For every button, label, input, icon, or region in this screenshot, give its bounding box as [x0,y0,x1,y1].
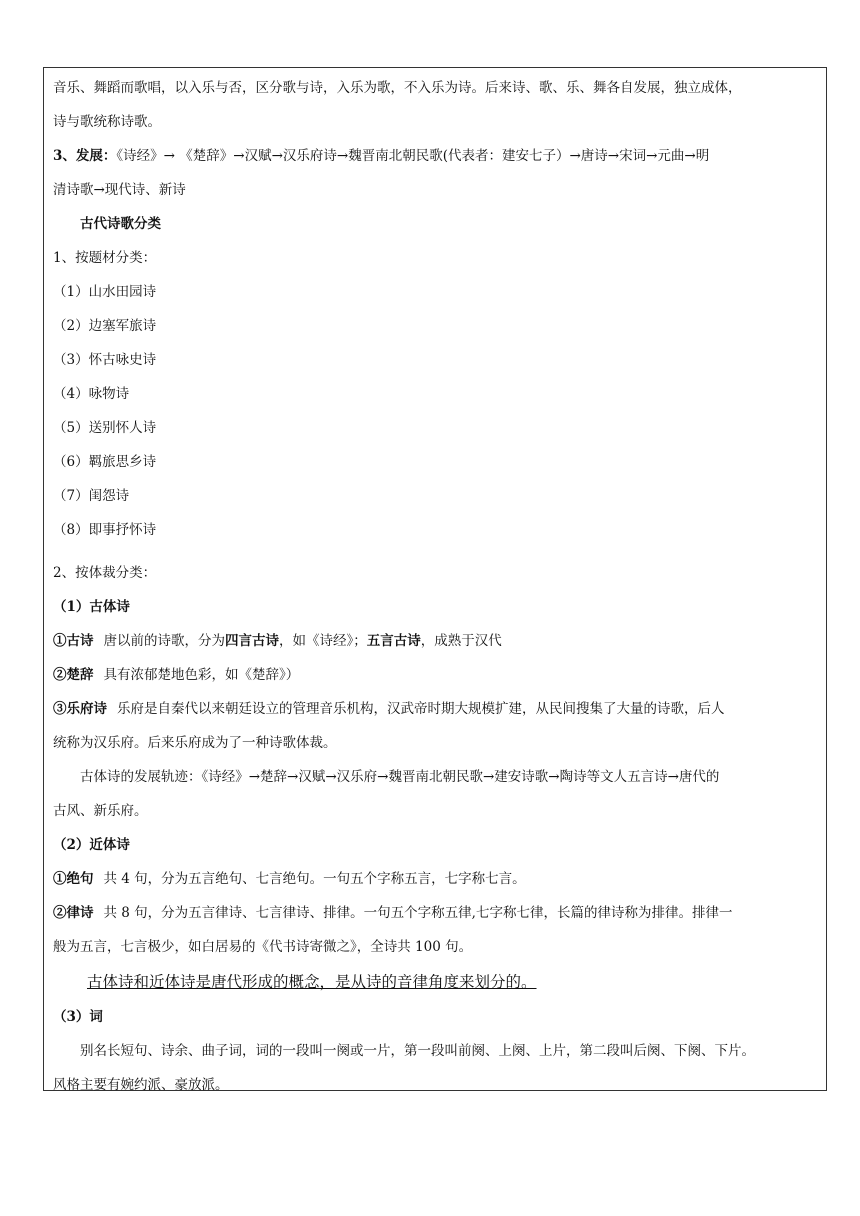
theme-item: （6）羁旅思乡诗 [53,454,157,470]
ancient-poetry-title: （1）古体诗 [53,599,130,615]
development-label: 3、发展： [53,148,117,164]
modern-poetry-title: （2）近体诗 [53,837,130,853]
key-note: 古体诗和近体诗是唐代形成的概念，是从诗的音律角度来划分的。 [87,973,537,991]
lvshi-text-1: 共 8 句，分为五言律诗、七言律诗、排律。一句五个字称五律,七字称七律，长篇的律诗称为排律。排律一 [103,905,733,921]
yuefu-line-2: 统称为汉乐府。后来乐府成为了一种诗歌体裁。 [53,735,337,751]
intro-line-1: 音乐、舞蹈而歌唱，以入乐与否，区分歌与诗，入乐为歌，不入乐为诗。后来诗、歌、乐、舞各自发展，独立成体， [53,80,742,96]
guishi-text-3: ，成熟于汉代 [420,633,502,649]
ci-line-2: 风格主要有婉约派、豪放派。 [53,1077,229,1093]
theme-item: （5）送别怀人诗 [53,420,157,436]
chuci-text: 具有浓郁楚地色彩，如《楚辞》） [103,667,300,683]
intro-line-2: 诗与歌统称诗歌。 [53,114,161,130]
guishi-text-1: 唐以前的诗歌，分为 [103,633,225,649]
lvshi-line-1 [53,896,821,930]
chuci-label: ②楚辞 [53,667,94,683]
yuefu-label: ③乐府诗 [53,701,107,717]
development-line-1 [53,139,821,173]
jueju-text: 共 4 句，分为五言绝句、七言绝句。一句五个字称五言，七字称七言。 [103,871,526,887]
theme-item: （2）边塞军旅诗 [53,318,157,334]
guishi-line [53,624,821,658]
theme-item: （1）山水田园诗 [53,284,157,300]
theme-item: （8）即事抒怀诗 [53,522,157,538]
jueju-line [53,862,821,896]
development-line-2: 清诗歌→现代诗、新诗 [53,182,186,198]
content-box [43,67,827,1091]
ci-title: （3）词 [53,1009,103,1025]
theme-item: （7）闺怨诗 [53,488,130,504]
document-body [53,71,821,1102]
yuefu-line-1 [53,692,821,726]
trajectory-line-1: 古体诗的发展轨迹：《诗经》→楚辞→汉赋→汉乐府→魏晋南北朝民歌→建安诗歌→陶诗等文人五言诗→唐代的 [80,769,720,785]
theme-item: （4）咏物诗 [53,386,130,402]
lvshi-label: ②律诗 [53,905,94,921]
section-title: 古代诗歌分类 [80,216,161,232]
theme-item: （3）怀古咏史诗 [53,352,157,368]
jueju-label: ①绝句 [53,871,94,887]
yuefu-text-1: 乐府是自秦代以来朝廷设立的管理音乐机构，汉武帝时期大规模扩建，从民间搜集了大量的诗歌，后人 [117,701,725,717]
guishi-text-2: ，如《诗经》； [279,633,367,649]
lvshi-line-2: 般为五言，七言极少，如白居易的《代书诗寄微之》，全诗共 100 句。 [53,939,473,955]
by-theme-title: 1、按题材分类： [53,250,157,266]
trajectory-line-2: 古风、新乐府。 [53,803,148,819]
by-form-title: 2、按体裁分类： [53,565,157,581]
guishi-bold-2: 五言古诗 [366,633,421,649]
guishi-label: ①古诗 [53,633,94,649]
development-text-1: 《诗经》→ 《楚辞》→汉赋→汉乐府诗→魏晋南北朝民歌(代表者：建安七子）→唐诗→宋词→元曲→明 [116,148,710,164]
ci-line-1: 别名长短句、诗余、曲子词，词的一段叫一阕或一片，第一段叫前阕、上阕、上片，第二段叫后阕、下阕、下片。 [80,1043,755,1059]
chuci-line [53,658,821,692]
guishi-bold-1: 四言古诗 [225,633,279,649]
